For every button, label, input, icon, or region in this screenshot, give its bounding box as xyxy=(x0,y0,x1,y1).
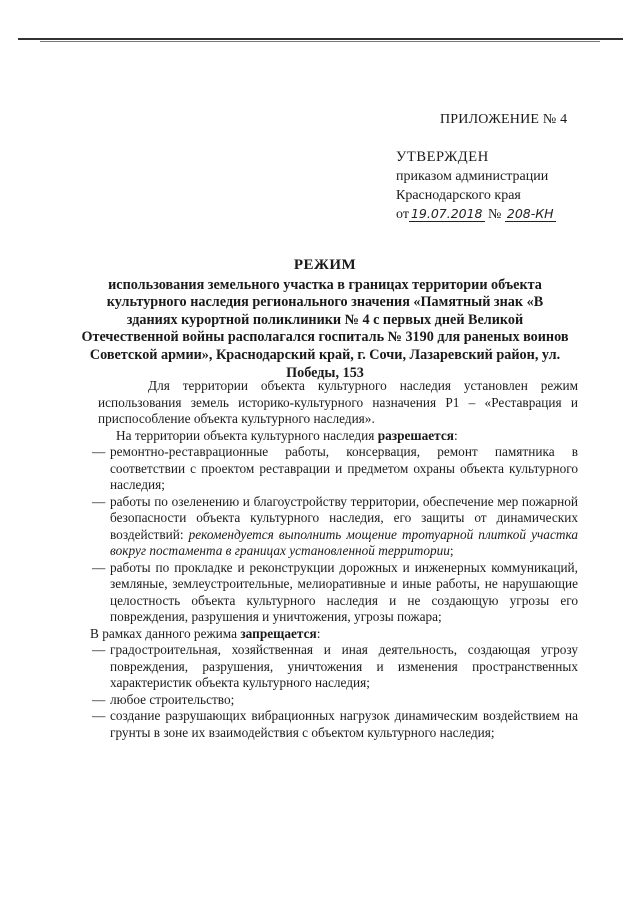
allowed-colon: : xyxy=(453,427,458,443)
list-dash: — xyxy=(92,493,106,509)
forbidden-colon: : xyxy=(316,625,321,641)
top-border-line-secondary xyxy=(40,41,600,42)
approval-date: 19.07.2018 xyxy=(410,206,483,221)
forbidden-word: запрещается xyxy=(240,625,317,641)
allowed-item-end: ; xyxy=(449,543,454,558)
allowed-item-italic: рекомендуется выполнить мощение тротуарной плиткой участка вокруг постамента в границах установленной территории xyxy=(110,526,579,558)
forbidden-item-text: градостроительная, хозяйственная и иная деятельность, создающая угрозу повреждения, разрушения, уничтожения и изменения пространственных характеристик объекта культурного наследия; xyxy=(110,642,578,690)
forbidden-item xyxy=(92,642,578,692)
appendix-label: ПРИЛОЖЕНИЕ № 4 xyxy=(440,112,568,127)
title-subtitle: использования земельного участка в границах территории объекта культурного наследия регионального значения «Памятный знак «В зданиях курортной поликлиники № 4 с первых дней Великой Отечественной войны располагался госпиталь № 3190 для раненых воинов Советской армии», Краснодарский край, г. Сочи, Лазаревский район, ул. Победы, 153 xyxy=(81,276,569,381)
approval-block xyxy=(396,148,556,224)
document-title xyxy=(80,257,570,382)
allowed-item xyxy=(92,559,578,626)
document-body xyxy=(90,378,579,741)
forbidden-item-text: любое строительство; xyxy=(110,691,235,707)
allowed-item xyxy=(92,444,578,494)
approval-line-1: приказом администрации xyxy=(396,169,549,184)
allowed-word: разрешается xyxy=(377,427,454,443)
list-dash: — xyxy=(92,444,106,459)
forbidden-item xyxy=(92,691,578,709)
forbidden-item xyxy=(92,708,578,741)
approval-number: 208-КН xyxy=(506,206,554,221)
list-dash: — xyxy=(92,708,106,723)
allowed-heading xyxy=(98,428,578,445)
list-dash: — xyxy=(92,691,106,707)
approval-heading: УТВЕРЖДЕН xyxy=(396,149,489,165)
title-main: РЕЖИМ xyxy=(293,257,357,273)
approval-date-line xyxy=(396,205,556,224)
forbidden-lead: В рамках данного режима xyxy=(90,625,241,641)
top-border-line xyxy=(18,38,623,40)
list-dash: — xyxy=(92,642,106,657)
forbidden-heading xyxy=(90,626,578,643)
list-dash: — xyxy=(92,559,106,575)
approval-line-2: Краснодарского края xyxy=(396,188,521,203)
allowed-item xyxy=(92,493,579,560)
allowed-item-text: ремонтно-реставрационные работы, консервация, ремонт памятника в соответствии с проектом реставрации и предметом охраны объекта культурного наследия; xyxy=(110,444,578,492)
allowed-item-text: работы по прокладке и реконструкции дорожных и инженерных коммуникаций, земляные, землеустроительные, мелиоративные и иные работы, не нарушающие целостность объекта культурного наследия и не создающую угрозы его повреждения, разрушения и уничтожения, угрозы пожара; xyxy=(110,559,578,624)
approval-from-prefix: от xyxy=(396,207,409,222)
approval-number-prefix: № xyxy=(488,207,502,222)
allowed-lead: На территории объекта культурного наследия xyxy=(116,427,378,443)
forbidden-item-text: создание разрушающих вибрационных нагрузок динамическим воздействием на грунты в зоне их взаимодействия с объектом культурного наследия; xyxy=(110,708,578,740)
intro-paragraph: Для территории объекта культурного наследия установлен режим использования земель историко-культурного назначения Р1 – «Реставрация и приспособление объекта культурного наследия». xyxy=(98,378,578,426)
allowed-item-text: работы по озеленению и благоустройству территории, обеспечение мер пожарной безопасности объекта культурного наследия, его защиты от динамических воздействий: xyxy=(110,493,578,542)
